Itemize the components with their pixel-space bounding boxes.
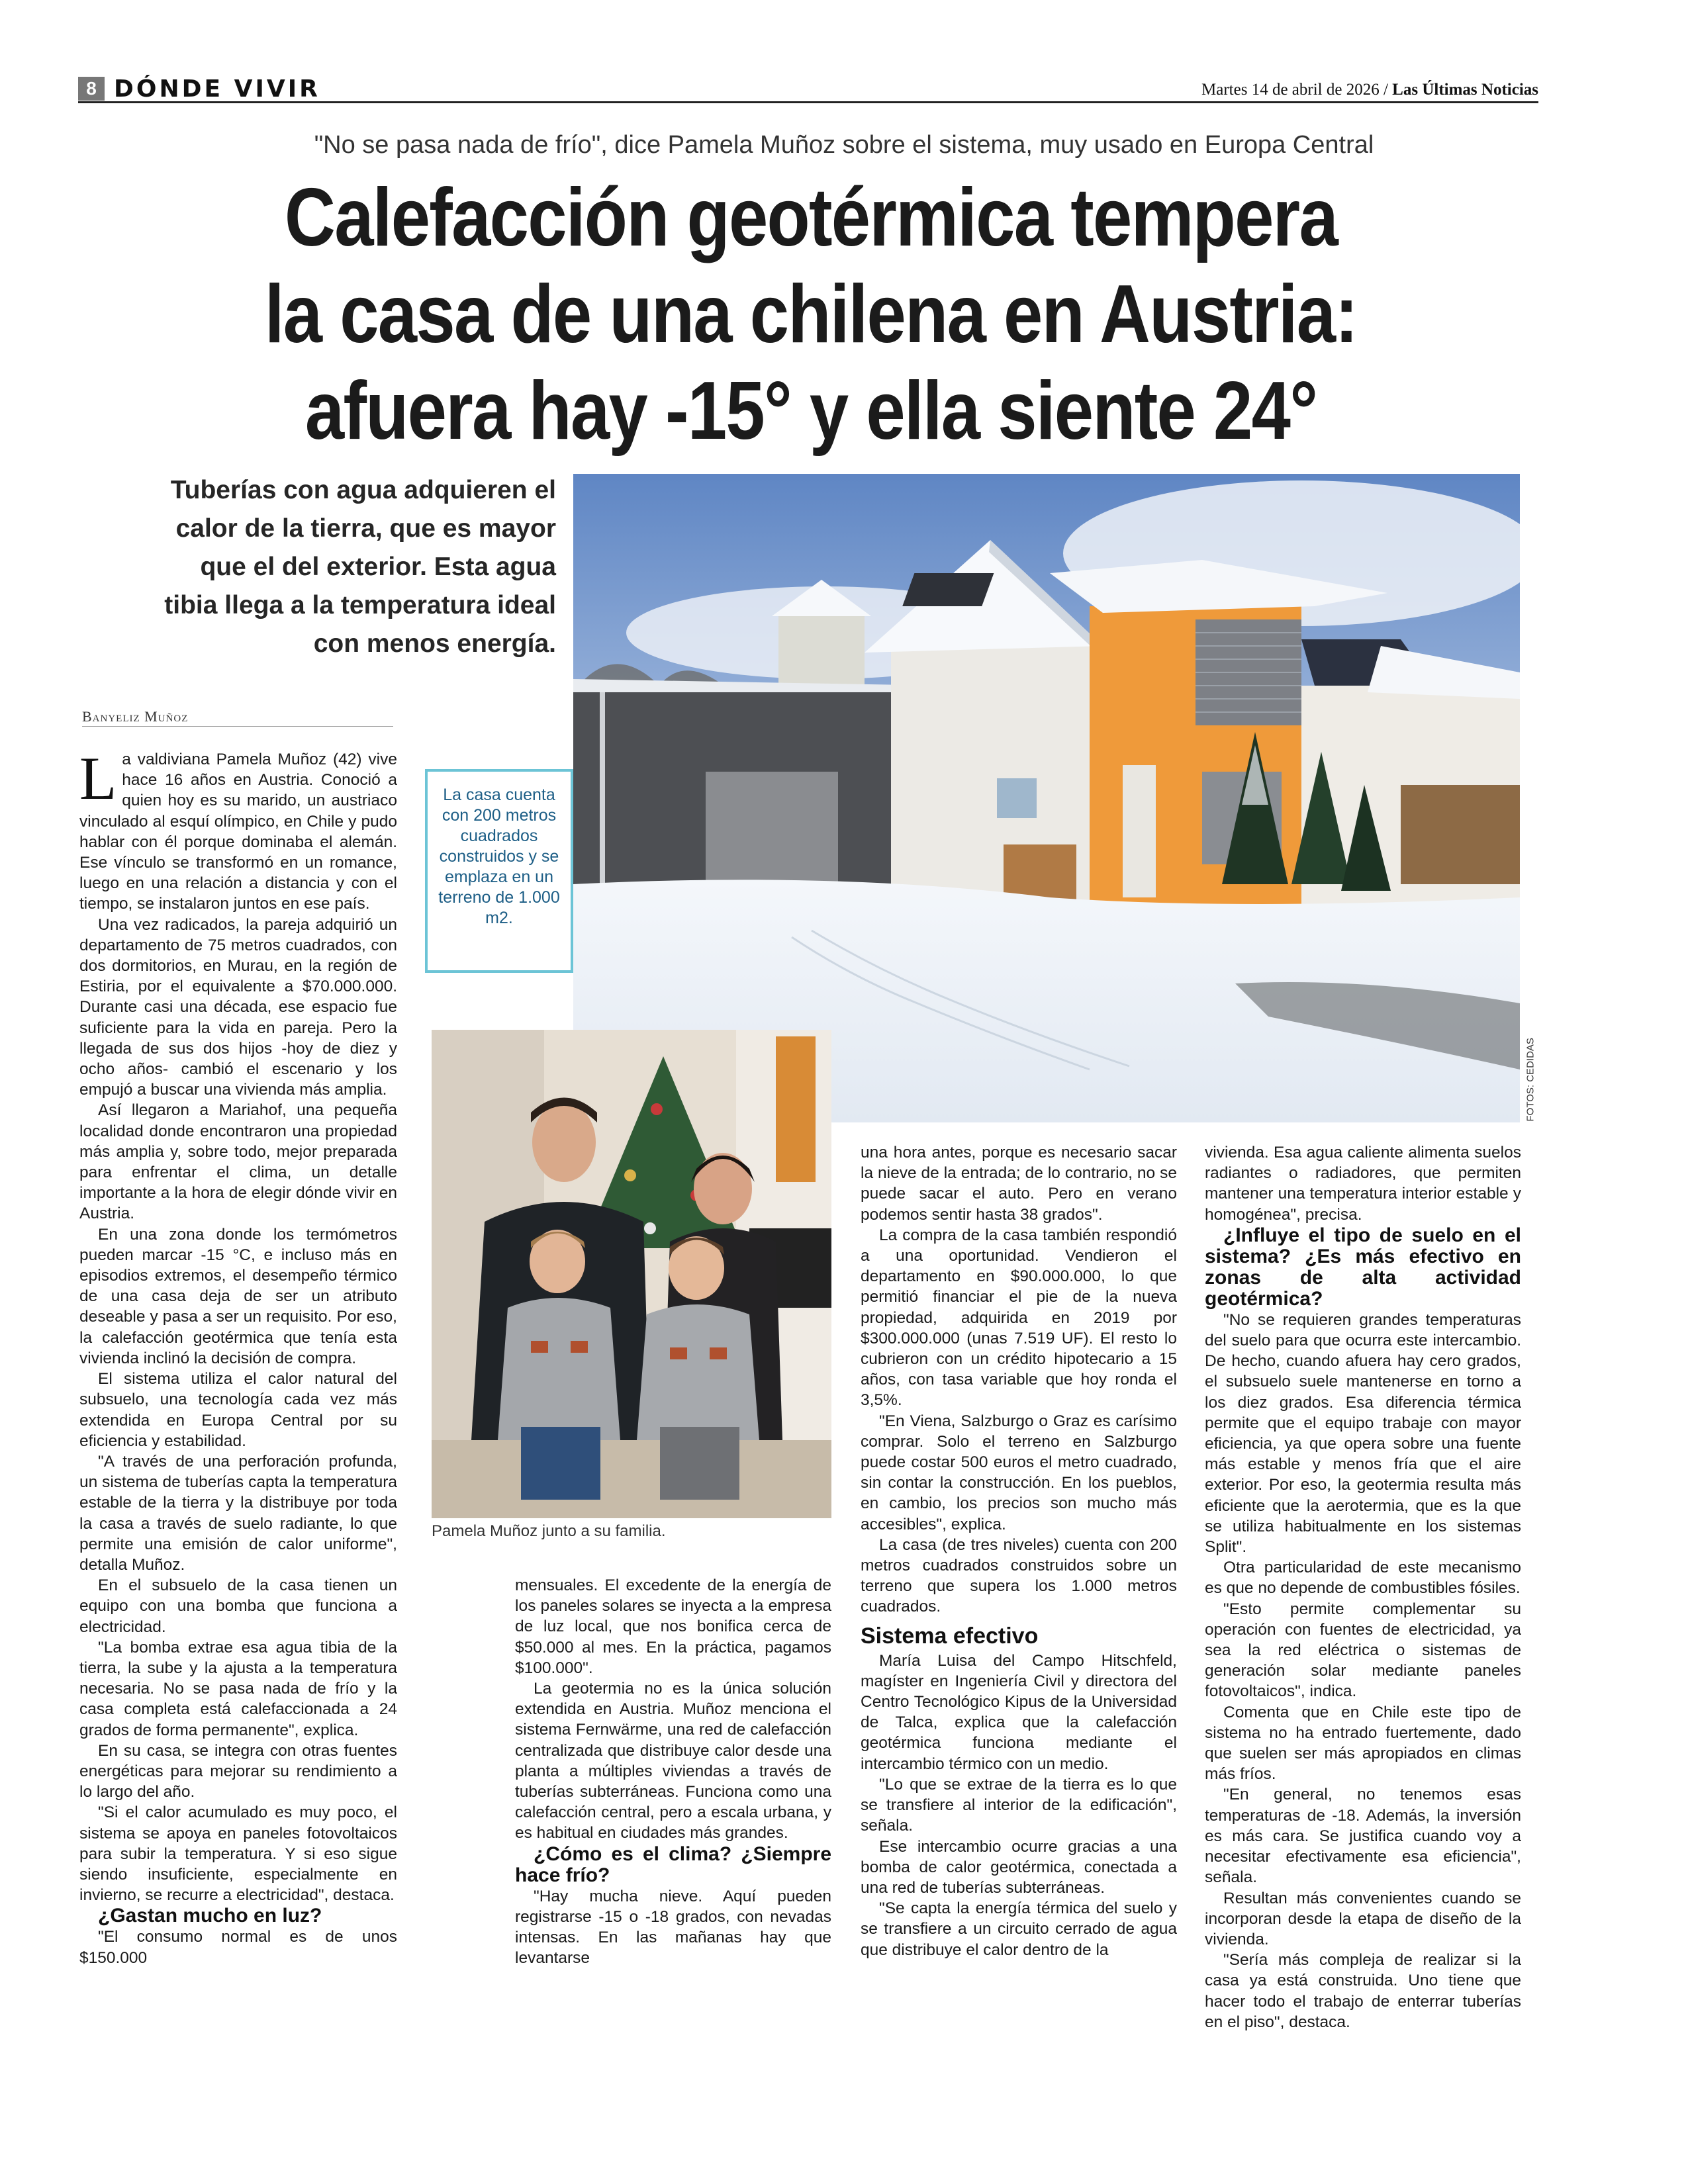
family-illustration bbox=[432, 1030, 831, 1518]
article-column-4 bbox=[1205, 1142, 1521, 2032]
paragraph: "El consumo normal es de unos $150.000 bbox=[79, 1928, 397, 1967]
deck-line: calor de la tierra, que es mayor bbox=[175, 514, 556, 543]
page-number: 8 bbox=[78, 77, 105, 101]
paragraph: Resultan más convenientes cuando se incorporan desde la etapa de diseño de la vivienda. bbox=[1205, 1889, 1521, 1948]
paragraph: La valdiviana Pamela Muñoz (42) vive hace 16 años en Austria. Conoció a quien hoy es su marido, un austriaco vinculado al esquí olímpico, en Chile y pudo hablar con él porque dominaba el alemán. Ese vínculo se transformó en un romance, luego en una relación a distancia y con el tiempo, se instalaron juntos en ese país. bbox=[79, 745, 397, 913]
deck bbox=[99, 471, 556, 663]
article-column-1 bbox=[79, 745, 397, 1968]
paragraph: una hora antes, porque es necesario sacar la nieve de la entrada; de lo contrario, no se puede sacar el auto. Pero en verano podemos sentir hasta 38 grados". bbox=[861, 1144, 1177, 1224]
photo-credit: FOTOS: CEDIDAS bbox=[1524, 1038, 1536, 1122]
paragraph: "La bomba extrae esa agua tibia de la tierra, la sube y la ajusta a la temperatura necesaria. No se pasa nada de frío y la casa completa está calefaccionada a 24 grados de forma permanente", explica. bbox=[79, 1638, 397, 1739]
deck-line: tibia llega a la temperatura ideal bbox=[164, 591, 556, 619]
paragraph: "En Viena, Salzburgo o Graz es carísimo comprar. Solo el terreno en Salzburgo puede costar 500 euros el metro cuadrado, sin contar la construcción. En los pueblos, en cambio, los precios son mucho más accesibles", explica. bbox=[861, 1412, 1177, 1533]
paragraph: "Esto permite complementar su operación con fuentes de electricidad, ya sea la red eléctrica o sistemas de generación solar mediante paneles fotovoltaicos", indica. bbox=[1205, 1600, 1521, 1701]
headline-line: Calefacción geotérmica tempera bbox=[284, 172, 1338, 263]
paragraph: En una zona donde los termómetros pueden marcar -15 °C, e incluso más en episodios extremos, el desempeño térmico de una casa deja de ser un atributo deseable y pasa a ser un requisito. Por eso, la calefacción geotérmica que tenía esta vivienda inclinó la decisión de compra. bbox=[79, 1225, 397, 1367]
house-illustration bbox=[573, 474, 1520, 1122]
headline-line: afuera hay -15° y ella siente 24° bbox=[305, 365, 1317, 457]
paragraph: "En general, no tenemos esas temperaturas de -18. Además, la inversión es más cara. Se justifica cuando voy a necesitar efectivamente esa eficiencia", señala. bbox=[1205, 1786, 1521, 1887]
paragraph: Otra particularidad de este mecanismo es que no depende de combustibles fósiles. bbox=[1205, 1559, 1521, 1598]
paragraph: "Hay mucha nieve. Aquí pueden registrarse -15 o -18 grados, con nevadas intensas. En las mañanas hay que levantarse bbox=[515, 1887, 831, 1968]
deck-line: Tuberías con agua adquieren el bbox=[170, 476, 556, 504]
callout-box: La casa cuenta con 200 metros cuadrados construidos y se emplaza en un terreno de 1.000 m2. bbox=[425, 769, 573, 973]
subheading: ¿Cómo es el clima? ¿Siempre hace frío? bbox=[515, 1843, 831, 1886]
byline: Banyeliz Muñoz bbox=[82, 708, 393, 727]
subheading: ¿Gastan mucho en luz? bbox=[98, 1905, 322, 1927]
house-photo bbox=[573, 474, 1520, 1122]
photo-caption: Pamela Muñoz junto a su familia. bbox=[432, 1522, 666, 1540]
deck-line: que el del exterior. Esta agua bbox=[200, 553, 556, 581]
paragraph: Una vez radicados, la pareja adquirió un departamento de 75 metros cuadrados, con dos dormitorios, en Murau, en la región de Estiria, por el equivalente a $70.000.000. Durante casi una década, ese espacio fue suficiente para la vida en pareja. Pero la llegada de sus dos hijos -hoy de diez y ocho años- cambió el escenario y los empujó a buscar una vivienda más amplia. bbox=[79, 915, 397, 1099]
article-column-3 bbox=[861, 1142, 1177, 1960]
paragraph: mensuales. El excedente de la energía de los paneles solares se inyecta a la empresa de luz local, que nos bonifica cerca de $50.000 al mes. En la práctica, pagamos $100.000". bbox=[515, 1576, 831, 1677]
subheading: ¿Influye el tipo de suelo en el sistema? ¿Es más efectivo en zonas de alta actividad geotérmica? bbox=[1205, 1224, 1521, 1310]
paragraph: Así llegaron a Mariahof, una pequeña localidad donde encontraron una propiedad más amplia y, sobre todo, mejor preparada para enfrentar el clima, un detalle importante a la hora de elegir dónde vivir en Austria. bbox=[79, 1101, 397, 1223]
paragraph: "Sería más compleja de realizar si la casa ya está construida. Uno tiene que hacer todo el trabajo de enterrar tuberías en el piso", destaca. bbox=[1205, 1951, 1521, 2031]
page-header bbox=[78, 74, 1538, 103]
paragraph: La casa (de tres niveles) cuenta con 200 metros cuadrados construidos sobre un terreno que supera los 1.000 metros cuadrados. bbox=[861, 1535, 1177, 1616]
paragraph: Comenta que en Chile este tipo de sistema no ha entrado fuertemente, dado que suelen ser más apropiados en climas más fríos. bbox=[1205, 1703, 1521, 1784]
dateline bbox=[1201, 81, 1538, 99]
paragraph: "Se capta la energía térmica del suelo y se transfiere a un circuito cerrado de agua que distribuye el calor dentro de la bbox=[861, 1899, 1177, 1959]
family-photo bbox=[432, 1030, 831, 1518]
separator: / bbox=[1383, 81, 1388, 99]
paragraph: "Si el calor acumulado es muy poco, el sistema se apoya en paneles fotovoltaicos para subir la temperatura. Y si eso sigue siendo insuficiente, especialmente en invierno, se recurre a electricidad", destaca. bbox=[79, 1803, 397, 1905]
paragraph: La compra de la casa también respondió a una oportunidad. Vendieron el departamento en $90.000.000, lo que permitió financiar el pie de la nueva propiedad, adquirida en 2019 por $300.000.000 (unas 7.519 UF). El resto lo cubrieron con un crédito hipotecario a 15 años, con tasa variable que hoy ronda el 3,5%. bbox=[861, 1226, 1177, 1410]
paragraph: María Luisa del Campo Hitschfeld, magíster en Ingeniería Civil y directora del Centro Tecnológico Kipus de la Universidad de Talca, explica que la calefacción geotérmica funciona mediante el intercambio térmico con un medio. bbox=[861, 1651, 1177, 1773]
paragraph: "A través de una perforación profunda, un sistema de tuberías capta la temperatura estable de la tierra y la distribuye por toda la casa a través de suelo radiante, lo que permite una emisión de calor uniforme", detalla Muñoz. bbox=[79, 1452, 397, 1574]
paragraph: El sistema utiliza el calor natural del subsuelo, una tecnología cada vez más extendida en Europa Central por su eficiencia y estabilidad. bbox=[79, 1370, 397, 1450]
section-heading: Sistema efectivo bbox=[861, 1623, 1039, 1649]
section-title: DÓNDE VIVIR bbox=[114, 75, 320, 103]
paragraph: Ese intercambio ocurre gracias a una bomba de calor geotérmica, conectada a una red de tuberías subterráneas. bbox=[861, 1837, 1177, 1897]
paragraph: En su casa, se integra con otras fuentes energéticas para mejorar su rendimiento a lo largo del año. bbox=[79, 1741, 397, 1801]
newspaper-name: Las Últimas Noticias bbox=[1392, 81, 1538, 99]
article-column-2 bbox=[515, 1575, 831, 1968]
paragraph: "No se requieren grandes temperaturas del suelo para que ocurra este intercambio. De hecho, cuando afuera hay cero grados, el subsuelo suele mantenerse en torno a los diez grados. Esa diferencia térmica permite que el equipo trabaje con mayor eficiencia, ya que opera sobre una fuente más estable y menos fría que el aire exterior. Por eso, la geotermia resulta más eficiente que la aerotermia, que es la que se utiliza habitualmente en los sistemas Split". bbox=[1205, 1310, 1521, 1557]
headline bbox=[205, 169, 1417, 459]
headline-line: la casa de una chilena en Austria: bbox=[264, 269, 1358, 360]
date: Martes 14 de abril de 2026 bbox=[1201, 81, 1380, 99]
paragraph: "Lo que se extrae de la tierra es lo que se transfiere al interior de la edificación", señala. bbox=[861, 1775, 1177, 1835]
kicker: "No se pasa nada de frío", dice Pamela Muñoz sobre el sistema, muy usado en Europa Central bbox=[314, 131, 1374, 159]
deck-line: con menos energía. bbox=[313, 629, 556, 658]
paragraph: En el subsuelo de la casa tienen un equipo con una bomba que funciona a electricidad. bbox=[79, 1576, 397, 1636]
paragraph: vivienda. Esa agua caliente alimenta suelos radiantes o radiadores, que permiten mantener una temperatura interior estable y homogénea", precisa. bbox=[1205, 1144, 1521, 1224]
drop-cap: L bbox=[79, 745, 117, 812]
paragraph: La geotermia no es la única solución extendida en Austria. Muñoz menciona el sistema Fernwärme, una red de calefacción centralizada que distribuye calor desde una planta a múltiples viviendas a través de tuberías subterráneas. Funciona como una calefacción central, pero a escala urbana, y es habitual en ciudades más grandes. bbox=[515, 1680, 831, 1843]
